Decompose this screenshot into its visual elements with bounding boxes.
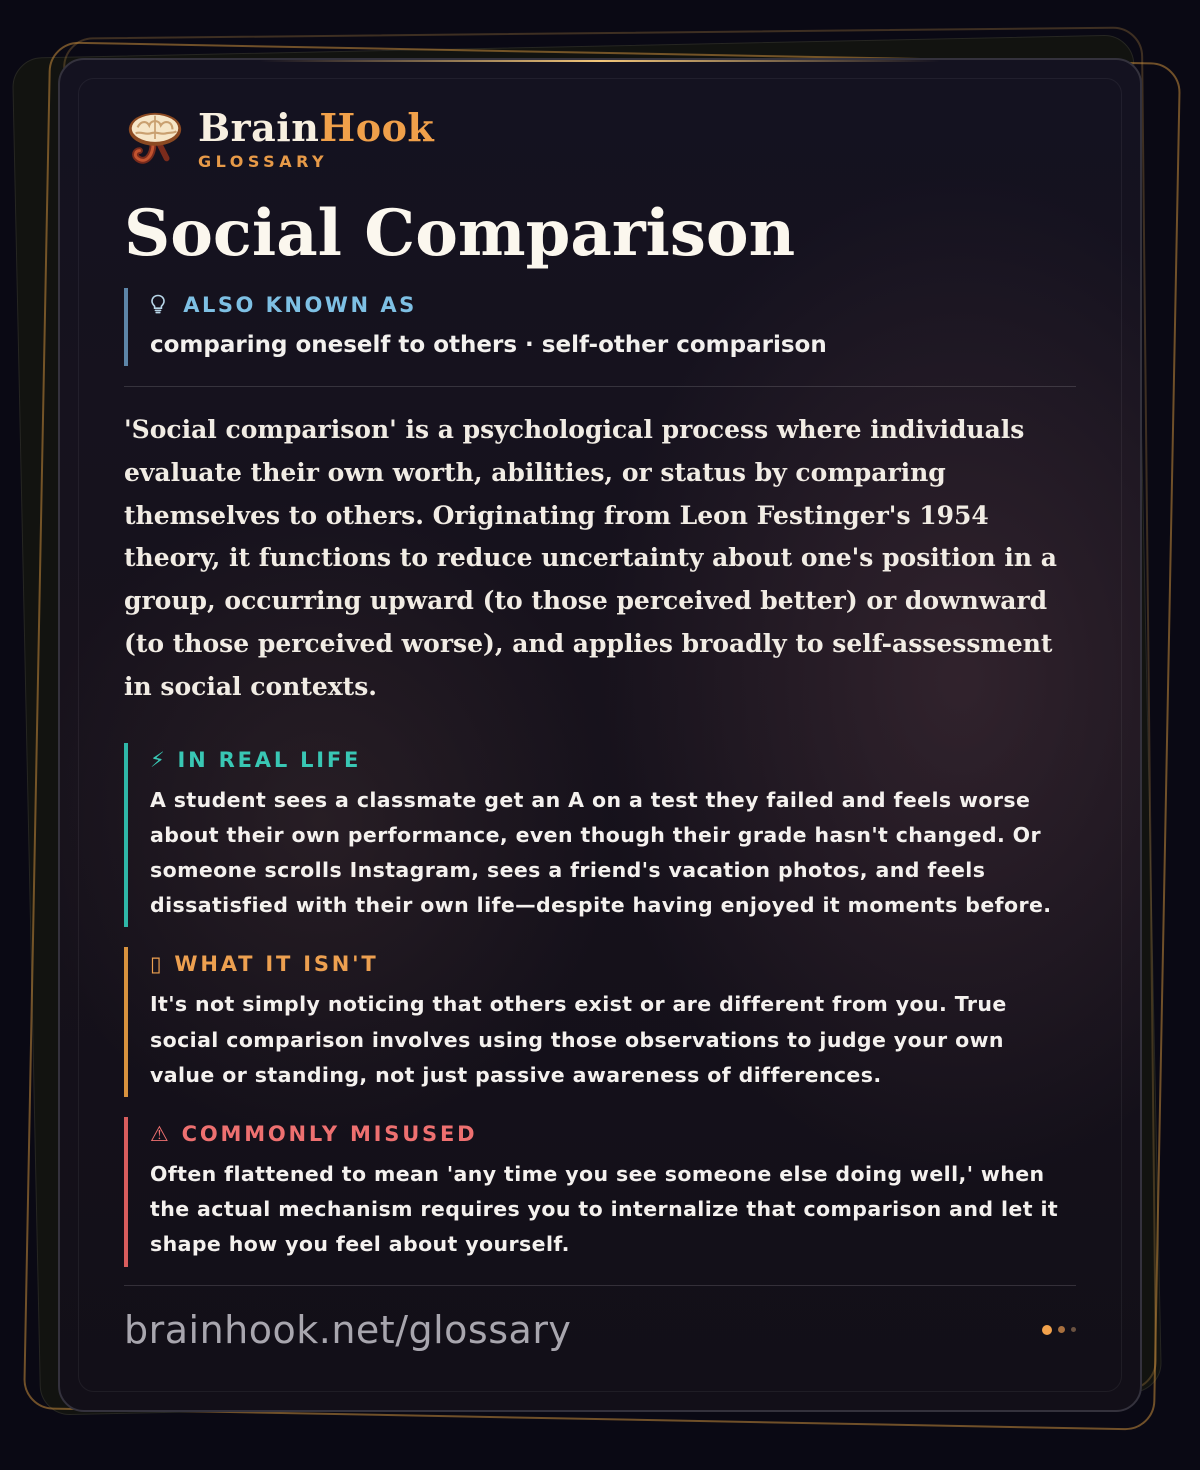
also-known-as-label: ALSO KNOWN AS [183,293,417,317]
missing-glyph-icon: ▯ [150,952,165,977]
also-known-as-heading [150,290,1076,320]
brand-header [124,104,1076,174]
section-label: COMMONLY MISUSED [181,1122,478,1146]
dot [1071,1327,1076,1332]
section-label: IN REAL LIFE [177,747,362,772]
section-heading [150,745,1076,775]
section-commonly-misused [124,1117,1076,1267]
term-title: Social Comparison [124,196,796,271]
lightning-icon: ⚡ [150,747,168,772]
card-content [124,104,1076,1374]
dot-active [1042,1325,1052,1335]
brand-name-part1: Brain [198,104,320,150]
site-url: brainhook.net/glossary [124,1307,572,1352]
also-known-as-text: comparing oneself to others · self-other comparison [150,332,827,358]
brand-name [198,104,435,150]
section-heading [150,949,1076,979]
section-heading [150,1119,1076,1149]
dot [1058,1326,1065,1333]
brand-text [198,104,435,171]
lightbulb-icon [150,293,175,317]
section-label: WHAT IT ISN'T [174,952,379,977]
also-known-as-block [124,288,1076,366]
section-text: Often flattened to mean 'any time you see someone else doing well,' when the actual mechanism requires you to internalize that comparison and let it shape how you feel about yourself. [150,1162,1059,1257]
definition-text: 'Social comparison' is a psychological process where individuals evaluate their own worth, abilities, or status by comparing themselves to others. Originating from Leon Festinger's 1954 theory, it functions to reduce uncertainty about one's position in a group, occurring upward (to those perceived better) or downward (to those perceived worse), and applies broadly to self-assessment in social contexts. [124,415,1057,701]
brand-subtitle: GLOSSARY [198,151,329,171]
brain-hook-icon [124,108,186,170]
section-text: It's not simply noticing that others exist or are different from you. True social comparison involves using those observations to judge your own value or standing, not just passive awareness of differences. [150,992,1007,1087]
warning-icon: ⚠ [150,1122,172,1146]
section-what-it-isnt [124,947,1076,1097]
footer [124,1286,1076,1374]
divider [124,386,1076,387]
brand-name-part2: Hook [319,104,435,150]
section-in-real-life [124,743,1076,928]
glossary-card [58,58,1142,1412]
section-text: A student sees a classmate get an A on a test they failed and feels worse about their own performance, even though their grade hasn't changed. Or someone scrolls Instagram, sees a friend's vacation photos, and feels dissatisfied with their own life—despite having enjoyed it moments before. [150,787,1052,918]
pagination-dots [1042,1325,1076,1335]
